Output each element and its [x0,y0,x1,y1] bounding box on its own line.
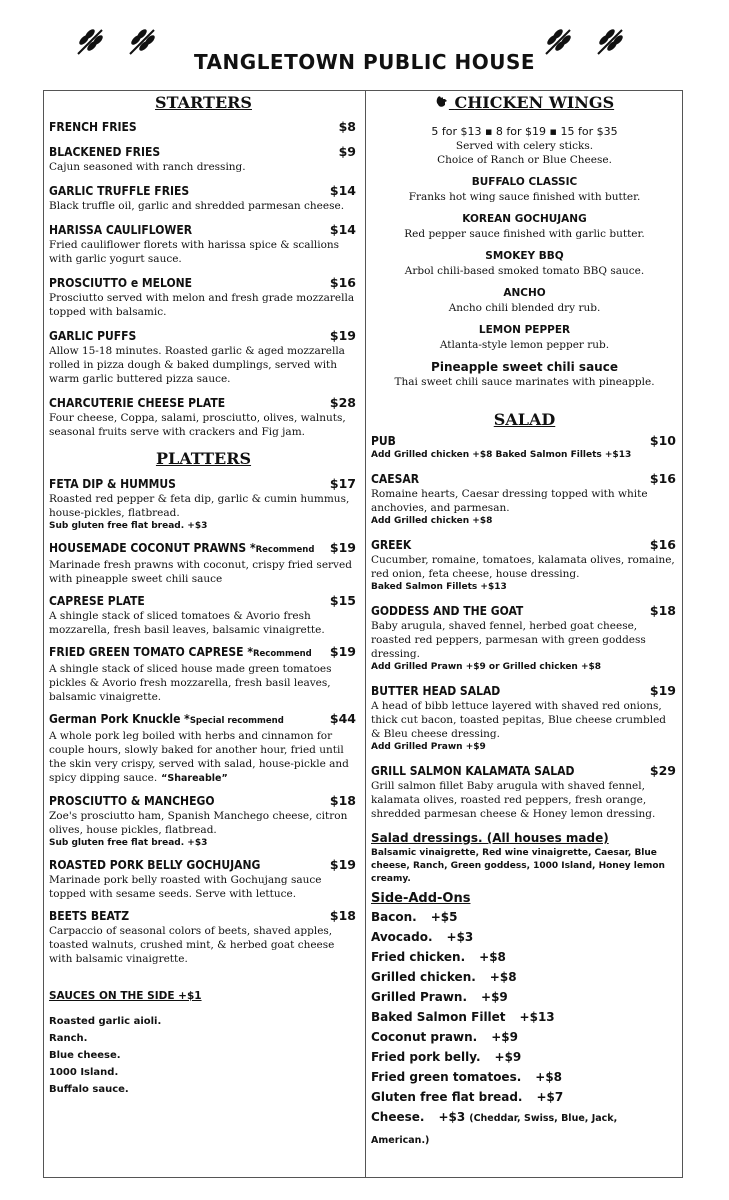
shareable-tag: “Shareable” [161,773,228,784]
item-description [49,809,358,837]
item-description [49,558,358,586]
starters-list [49,119,358,439]
item-description [49,609,358,637]
item-name-text: CHARCUTERIE CHEESE PLATE [49,396,226,410]
item-name-text: FRIED GREEN TOMATO CAPRESE * [49,645,253,659]
item-price: $28 [329,395,356,410]
wing-flavor-desc: Ancho chili blended dry rub. [448,302,601,314]
item-description-text: Allow 15-18 minutes. Roasted garlic & aged mozzarella rolled in pizza dough & baked dumplings, served with warm garlic buttered pizza sauce. [49,345,345,385]
item-name-text: HARISSA CAULIFLOWER [49,223,193,237]
menu-item [49,857,358,901]
item-price: $18 [329,793,356,808]
wings-served: Served with celery sticks. [455,140,594,152]
item-name [49,540,358,558]
item-description-text: Prosciutto served with melon and fresh grade mozzarella topped with balsamic. [49,292,355,318]
dressings-title: Salad dressings. (All houses made) [371,831,609,845]
wing-flavor [371,249,678,278]
wing-flavor [371,323,678,352]
platters-list [49,476,358,966]
item-addon: Add Grilled chicken +$8 Baked Salmon Fillets +$13 [371,450,632,460]
item-name-text: GODDESS AND THE GOAT [371,604,524,618]
menu-item [49,908,358,966]
item-description [49,873,358,901]
item-name-text: GRILL SALMON KALAMATA SALAD [371,764,575,778]
item-description [49,411,358,439]
wings-title-text: CHICKEN WINGS [454,93,615,112]
item-name [49,119,358,135]
item-name-text: PROSCIUTTO & MANCHEGO [49,794,215,808]
wing-flavor-name: BUFFALO CLASSIC [471,176,578,188]
item-price: $19 [649,683,676,698]
menu-item [371,683,678,754]
item-description [371,619,678,661]
menu-item [371,471,678,528]
item-description-text: Fried cauliflower florets with harissa spice & scallions with garlic yogurt sauce. [49,239,340,265]
sauce-item: Buffalo sauce. [49,1084,129,1095]
wings-choice: Choice of Ranch or Blue Cheese. [437,154,612,166]
addon-price: +$3 [438,1110,466,1124]
menu-item [49,644,358,704]
item-description [49,238,358,266]
item-description-text: Four cheese, Coppa, salami, prosciutto, olives, walnuts, seasonal fruits serve with crackers and Fig jam. [49,412,346,438]
item-description [371,779,678,821]
addon-price: +$13 [519,1010,555,1024]
recommend-tag: Special recommend [189,716,284,726]
item-description-text: A shingle stack of sliced tomatoes & Avorio fresh mozzarella, fresh basil leaves, balsamic vinaigrette. [49,610,325,636]
item-name [49,711,358,729]
dressings-text: Balsamic vinaigrette, Red wine vinaigrette, Caesar, Blue cheese, Ranch, Green goddess, 1000 Island, Honey lemon creamy. [371,848,665,884]
item-name [49,183,358,199]
addon-item [371,987,678,1007]
addon-label: Grilled chicken. [371,970,476,984]
menu-header [0,0,729,90]
item-name [371,433,678,449]
item-description-text: Black truffle oil, garlic and shredded parmesan cheese. [49,200,345,212]
item-price: $16 [649,537,676,552]
item-name [49,793,358,809]
item-price: $18 [649,603,676,618]
menu-item [49,476,358,533]
item-description [49,662,358,704]
item-description-text: Romaine hearts, Caesar dressing topped with white anchovies, and parmesan. [371,488,648,514]
item-name-text: German Pork Knuckle * [49,712,190,726]
item-price: $19 [329,857,356,872]
addon-price: +$9 [494,1050,522,1064]
item-name [49,222,358,238]
wing-flavor-name: SMOKEY BBQ [485,250,564,262]
menu-item [371,433,678,462]
item-name-text: CAPRESE PLATE [49,594,145,608]
item-name-text: HOUSEMADE COCONUT PRAWNS * [49,541,256,555]
item-name-text: BLACKENED FRIES [49,145,161,159]
item-price: $17 [329,476,356,491]
item-name-text: BUTTER HEAD SALAD [371,684,501,698]
wing-flavor [371,175,678,204]
sauce-item: 1000 Island. [49,1067,119,1078]
item-name-text: PUB [371,434,396,448]
menu-item [371,763,678,821]
addon-price: +$9 [481,990,508,1004]
sauce-item: Roasted garlic aioli. [49,1016,162,1027]
item-price: $16 [329,275,356,290]
item-price: $19 [329,644,356,659]
addon-label: Coconut prawn. [371,1030,478,1044]
item-name-text: BEETS BEATZ [49,909,130,923]
addon-price: +$7 [536,1090,564,1104]
addon-label: Avocado. [371,930,433,944]
item-name [49,593,358,609]
item-price: $8 [338,119,356,134]
wing-flavor-name: KOREAN GOCHUJANG [462,213,587,225]
item-name [371,763,678,779]
wing-flavor [371,212,678,241]
menu-item [371,537,678,594]
item-description [49,291,358,319]
addon-label: Bacon. [371,910,417,924]
item-price: $14 [329,222,356,237]
addon-item [371,967,678,987]
menu-item [49,328,358,386]
item-description [49,199,358,213]
item-description [49,344,358,386]
item-name-text: GREEK [371,538,412,552]
item-name-text: GARLIC TRUFFLE FRIES [49,184,190,198]
menu-item [371,603,678,674]
menu-item [49,222,358,266]
left-column [49,92,358,1098]
menu-item [49,395,358,439]
sauce-item: Blue cheese. [49,1050,121,1061]
addon-label: Fried green tomatoes. [371,1070,522,1084]
addon-item [371,1047,678,1067]
addons-title: Side-Add-Ons [371,891,471,906]
item-price: $15 [329,593,356,608]
item-name-text: FETA DIP & HUMMUS [49,477,176,491]
addon-item [371,907,678,927]
menu-item [49,793,358,850]
item-addon: Add Grilled Prawn +$9 or Grilled chicken +$8 [371,662,602,672]
item-name [49,476,358,492]
addon-item [371,1067,678,1087]
item-description [371,553,678,581]
item-description-text: Marinade pork belly roasted with Gochujang sauce topped with sesame seeds. Serve with lettuce. [49,874,322,900]
item-description [49,160,358,174]
addons-list [371,907,678,1151]
sauce-item: Ranch. [49,1033,88,1044]
addon-item [371,1007,678,1027]
item-addon: Sub gluten free flat bread. +$3 [49,521,208,531]
right-column [371,92,678,1151]
item-description-text: A shingle stack of sliced house made green tomatoes pickles & Avorio fresh mozzarella, fresh basil leaves, balsamic vinaigrette. [49,663,332,703]
addons-section [371,890,678,1151]
wings-flavors [371,175,678,389]
item-name [49,908,358,924]
rooster-icon [435,95,449,109]
item-addon: Add Grilled chicken +$8 [371,516,493,526]
item-addon: Baked Salmon Fillets +$13 [371,582,507,592]
item-description-text: A head of bibb lettuce layered with shaved red onions, thick cut bacon, toasted pepitas, Blue cheese crumbled & Bleu cheese dressing. [371,700,667,740]
wing-flavor-name: Pineapple sweet chili sauce [431,360,618,374]
item-name-text: ROASTED PORK BELLY GOCHUJANG [49,858,261,872]
item-price: $10 [649,433,676,448]
recommend-tag: Recommend [252,649,312,659]
platters-title: PLATTERS [155,449,252,468]
wing-flavor-name: LEMON PEPPER [478,324,571,336]
addon-item [371,1027,678,1047]
item-name-text: GARLIC PUFFS [49,329,137,343]
item-description-text: Cucumber, romaine, tomatoes, kalamata olives, romaine, red onion, feta cheese, house dressing. [371,554,675,580]
wing-flavor-desc: Franks hot wing sauce finished with butter. [408,191,641,203]
item-description-text: A whole pork leg boiled with herbs and cinnamon for couple hours, slowly baked for another hour, fried until the skin very crispy, served with salad, house-pickle and spicy dipping sauce. [49,730,349,784]
wings-pricing: 5 for $13 ▪ 8 for $19 ▪ 15 for $35 [431,125,618,138]
wing-flavor [371,360,678,389]
item-description [371,487,678,515]
addon-item [371,1087,678,1107]
item-name [49,328,358,344]
addon-label: Baked Salmon Fillet [371,1010,506,1024]
item-price: $14 [329,183,356,198]
menu-item [49,144,358,174]
wings-info [371,124,678,167]
menu-item [49,593,358,637]
sauces-section [49,988,358,1098]
menu-item [49,711,358,786]
wing-flavor-desc: Thai sweet chili sauce marinates with pineapple. [394,376,655,388]
item-name-text: PROSCIUTTO e MELONE [49,276,193,290]
item-description [371,699,678,741]
addon-item [371,927,678,947]
restaurant-title: TANGLETOWN PUBLIC HOUSE [193,50,536,74]
item-name [49,275,358,291]
item-price: $44 [329,711,356,726]
item-addon: Add Grilled Prawn +$9 [371,742,486,752]
wing-flavor-name: ANCHO [503,287,546,299]
addon-price: +$3 [446,930,474,944]
item-name [49,395,358,411]
item-name-text: FRENCH FRIES [49,120,137,134]
item-name [371,603,678,619]
addon-price: +$8 [479,950,506,964]
menu-item [49,183,358,213]
item-name [371,471,678,487]
salad-title: SALAD [493,410,556,429]
item-name [49,644,358,662]
salad-list [371,433,678,821]
sauces-list [49,1013,358,1098]
item-price: $29 [649,763,676,778]
wing-flavor-desc: Atlanta-style lemon pepper rub. [439,339,610,351]
addon-label: Fried chicken. [371,950,466,964]
menu-item [49,119,358,135]
item-description-text: Cajun seasoned with ranch dressing. [49,161,246,173]
item-name [371,683,678,699]
item-description-text: Carpaccio of seasonal colors of beets, shaved apples, toasted walnuts, crushed mint, & herbed goat cheese with balsamic vinaigrette. [49,925,335,965]
addon-label: Gluten free flat bread. [371,1090,523,1104]
addon-item [371,947,678,967]
item-description [49,492,358,520]
wing-flavor-desc: Arbol chili-based smoked tomato BBQ sauce. [404,265,645,277]
starters-title: STARTERS [155,93,252,112]
wing-flavor [371,286,678,315]
addon-price: +$8 [535,1070,563,1084]
addon-label: Cheese. [371,1110,425,1124]
menu-item [49,275,358,319]
addon-item [371,1107,678,1151]
item-price: $19 [329,540,356,555]
item-name-text: CAESAR [371,472,420,486]
item-description-text: Zoe's prosciutto ham, Spanish Manchego cheese, citron olives, house pickles, flatbread. [49,810,348,836]
column-divider [365,90,366,1178]
item-price: $19 [329,328,356,343]
menu-item [49,540,358,586]
item-name [49,144,358,160]
addon-label: Fried pork belly. [371,1050,481,1064]
addon-price: +$8 [489,970,517,984]
item-addon: Sub gluten free flat bread. +$3 [49,838,208,848]
dressings-section [371,830,678,886]
wings-title [371,92,678,114]
item-name [371,537,678,553]
wing-flavor-desc: Red pepper sauce finished with garlic butter. [404,228,645,240]
addon-note: (Cheddar, Swiss, Blue, Jack, American.) [371,1113,618,1146]
item-price: $9 [338,144,356,159]
item-name [49,857,358,873]
item-description [49,729,358,786]
item-description-text: Roasted red pepper & feta dip, garlic & cumin hummus, house-pickles, flatbread. [49,493,350,519]
sauces-title: SAUCES ON THE SIDE +$1 [49,990,202,1002]
addon-price: +$9 [491,1030,518,1044]
item-description [49,924,358,966]
item-description-text: Grill salmon fillet Baby arugula with shaved fennel, kalamata olives, roasted red peppers, fresh orange, shredded parmesan cheese & Honey lemon dressing. [371,780,656,820]
recommend-tag: Recommend [255,545,315,555]
item-description-text: Marinade fresh prawns with coconut, crispy fried served with pineapple sweet chili sauce [49,559,352,585]
addon-label: Grilled Prawn. [371,990,468,1004]
addon-price: +$5 [430,910,458,924]
item-price: $16 [649,471,676,486]
item-description-text: Baby arugula, shaved fennel, herbed goat cheese, roasted red peppers, parmesan with green goddess dressing. [371,620,646,660]
item-price: $18 [329,908,356,923]
